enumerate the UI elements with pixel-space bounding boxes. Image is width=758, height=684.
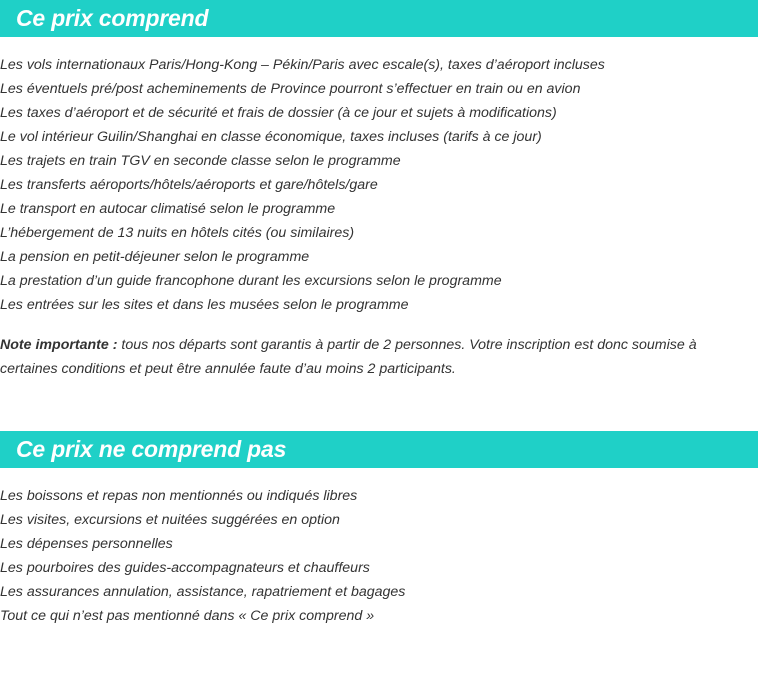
list-item: La pension en petit-déjeuner selon le programme — [0, 249, 310, 265]
list-item: Les taxes d’aéroport et de sécurité et frais de dossier (à ce jour et sujets à modifications) — [0, 105, 557, 121]
list-item: Tout ce qui n’est pas mentionné dans « Ce prix comprend » — [0, 608, 375, 624]
important-note — [0, 333, 758, 381]
excludes-list — [0, 484, 758, 628]
note-text: tous nos départs sont garantis à partir de 2 personnes. Votre inscription est donc soumise à certaines conditions et peut être annulée faute d’au moins 2 participants. — [0, 337, 697, 377]
includes-heading: Ce prix comprend — [16, 5, 209, 31]
list-item: La prestation d’un guide francophone durant les excursions selon le programme — [0, 273, 502, 289]
list-item: Les entrées sur les sites et dans les musées selon le programme — [0, 297, 409, 313]
list-item: Les visites, excursions et nuitées suggérées en option — [0, 512, 340, 528]
list-item: Les dépenses personnelles — [0, 536, 173, 552]
list-item: Les éventuels pré/post acheminements de Province pourront s’effectuer en train ou en avion — [0, 81, 581, 97]
list-item: Le vol intérieur Guilin/Shanghai en classe économique, taxes incluses (tarifs à ce jour) — [0, 129, 542, 145]
list-item: Les trajets en train TGV en seconde classe selon le programme — [0, 153, 401, 169]
includes-list — [0, 53, 758, 317]
list-item: Les transferts aéroports/hôtels/aéroports et gare/hôtels/gare — [0, 177, 378, 193]
excludes-heading: Ce prix ne comprend pas — [16, 436, 287, 462]
list-item: Le transport en autocar climatisé selon le programme — [0, 201, 336, 217]
note-label: Note importante : — [0, 337, 118, 353]
list-item: Les pourboires des guides-accompagnateurs et chauffeurs — [0, 560, 370, 576]
list-item: Les assurances annulation, assistance, rapatriement et bagages — [0, 584, 406, 600]
excludes-banner — [0, 431, 758, 468]
list-item: Les boissons et repas non mentionnés ou indiqués libres — [0, 488, 358, 504]
list-item: L’hébergement de 13 nuits en hôtels cités (ou similaires) — [0, 225, 355, 241]
list-item: Les vols internationaux Paris/Hong-Kong – Pékin/Paris avec escale(s), taxes d’aéroport incluses — [0, 57, 605, 73]
includes-banner — [0, 0, 758, 37]
